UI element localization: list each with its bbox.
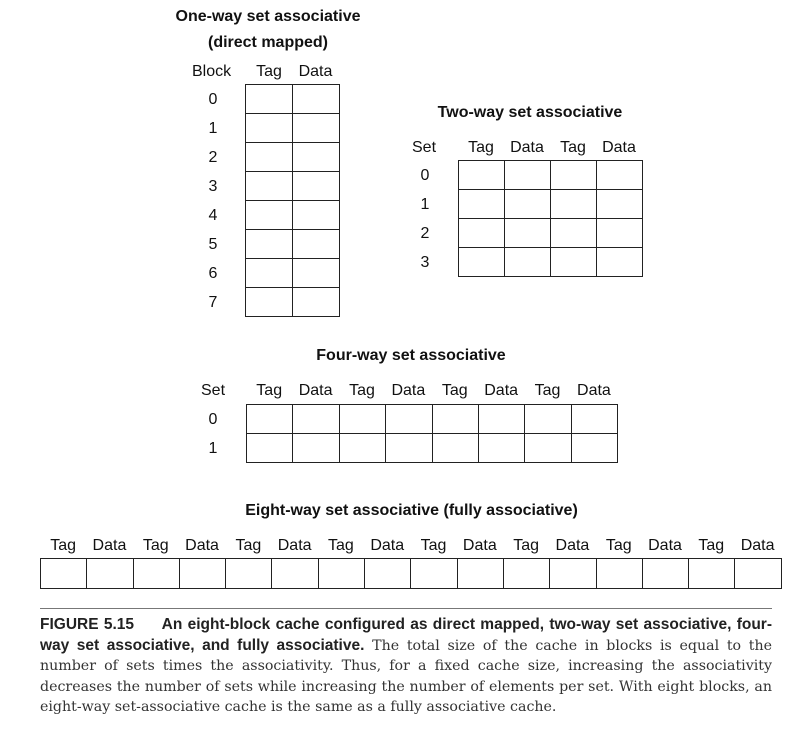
block-number: 2 <box>208 149 218 166</box>
header-data: Data <box>185 537 219 554</box>
cache-cell <box>246 230 293 259</box>
cache-cell <box>551 248 597 277</box>
header-data: Data <box>298 382 333 399</box>
cache-cell <box>319 559 365 589</box>
header-tag: Tag <box>698 537 725 554</box>
cache-cell <box>87 559 133 589</box>
cache-cell <box>246 85 293 114</box>
block-number: 4 <box>208 207 218 224</box>
fourway-title: Four-way set associative <box>316 347 506 364</box>
header-tag: Tag <box>420 537 447 554</box>
cache-cell <box>597 219 643 248</box>
cache-cell <box>525 434 571 463</box>
cache-cell <box>293 201 340 230</box>
header-data: Data <box>277 537 312 554</box>
header-data: Data <box>555 537 590 554</box>
cache-cell <box>134 559 180 589</box>
block-number: 6 <box>208 265 218 282</box>
header-tag: Tag <box>142 537 169 554</box>
cache-cell <box>551 190 597 219</box>
cache-cell <box>459 248 505 277</box>
cache-cell <box>246 288 293 317</box>
block-number: 3 <box>208 178 218 195</box>
header-tag: Tag <box>605 537 632 554</box>
block-number: 0 <box>208 91 218 108</box>
oneway-block-numbers <box>203 85 223 317</box>
set-number: 0 <box>420 167 430 184</box>
oneway-col-block: Block <box>192 63 232 80</box>
header-tag: Tag <box>235 537 262 554</box>
cache-cell <box>433 405 479 434</box>
cache-cell <box>458 559 504 589</box>
header-data: Data <box>462 537 497 554</box>
set-number: 1 <box>208 440 218 457</box>
cache-cell <box>293 288 340 317</box>
cache-cell <box>365 559 411 589</box>
header-tag: Tag <box>328 537 354 554</box>
cache-cell <box>505 219 551 248</box>
cache-cell <box>525 405 571 434</box>
fourway-headers <box>246 382 617 400</box>
cache-cell <box>597 190 643 219</box>
cache-cell <box>293 434 339 463</box>
cache-cell <box>180 559 226 589</box>
block-number: 7 <box>208 294 218 311</box>
cache-cell <box>293 405 339 434</box>
header-data: Data <box>92 537 127 554</box>
cache-cell <box>459 161 505 190</box>
header-tag: Tag <box>468 139 494 156</box>
set-number: 3 <box>420 254 430 271</box>
cache-cell <box>643 559 689 589</box>
eightway-headers <box>40 537 781 555</box>
header-data: Data <box>648 537 682 554</box>
cache-cell <box>433 434 479 463</box>
cache-cell <box>597 248 643 277</box>
cache-cell <box>293 259 340 288</box>
block-number: 5 <box>208 236 218 253</box>
block-number: 1 <box>208 120 218 137</box>
cache-cell <box>247 405 293 434</box>
header-data: Data <box>510 139 544 156</box>
set-number: 1 <box>420 196 430 213</box>
header-tag: Tag <box>441 382 468 399</box>
fourway-col-set: Set <box>201 382 226 399</box>
twoway-table <box>458 160 643 277</box>
header-tag: Tag <box>50 537 77 554</box>
oneway-table <box>245 84 340 317</box>
twoway-headers <box>458 139 642 157</box>
cache-cell <box>411 559 457 589</box>
cache-cell <box>505 161 551 190</box>
cache-cell <box>550 559 596 589</box>
header-data: Data <box>577 382 611 399</box>
cache-cell <box>293 230 340 259</box>
cache-cell <box>459 219 505 248</box>
set-number: 2 <box>420 225 430 242</box>
figure-caption <box>40 615 772 718</box>
cache-cell <box>505 190 551 219</box>
cache-cell <box>386 434 432 463</box>
cache-cell <box>293 114 340 143</box>
eightway-title: Eight-way set associative (fully associative) <box>245 502 578 519</box>
cache-cell <box>735 559 781 589</box>
header-tag: Tag <box>513 537 540 554</box>
cache-cell <box>293 143 340 172</box>
header-data: Data <box>391 382 426 399</box>
twoway-title: Two-way set associative <box>437 104 623 121</box>
header-tag: Tag <box>256 382 283 399</box>
fourway-table <box>246 404 618 463</box>
cache-cell <box>479 405 525 434</box>
cache-cell <box>459 190 505 219</box>
cache-cell <box>551 219 597 248</box>
twoway-set-numbers <box>415 161 435 277</box>
header-data: Data <box>484 382 519 399</box>
cache-cell <box>386 405 432 434</box>
cache-cell <box>505 248 551 277</box>
cache-cell <box>246 259 293 288</box>
header-tag: Tag <box>534 382 561 399</box>
cache-cell <box>689 559 735 589</box>
fourway-set-numbers <box>203 405 223 463</box>
cache-cell <box>246 114 293 143</box>
header-data: Data <box>602 139 636 156</box>
header-data: Data <box>740 537 775 554</box>
set-number: 0 <box>208 411 218 428</box>
cache-cell <box>597 161 643 190</box>
cache-cell <box>41 559 87 589</box>
cache-cell <box>597 559 643 589</box>
cache-cell <box>572 405 618 434</box>
oneway-title-line1: One-way set associative <box>175 8 361 25</box>
cache-cell <box>504 559 550 589</box>
cache-cell <box>340 434 386 463</box>
twoway-col-set: Set <box>412 139 437 156</box>
oneway-title-line2: (direct mapped) <box>207 34 328 51</box>
cache-cell <box>246 143 293 172</box>
cache-cell <box>272 559 318 589</box>
cache-cell <box>340 405 386 434</box>
oneway-col-data: Data <box>298 63 333 80</box>
cache-cell <box>293 85 340 114</box>
cache-cell <box>246 172 293 201</box>
header-data: Data <box>370 537 405 554</box>
oneway-col-tag: Tag <box>256 63 282 80</box>
cache-cell <box>572 434 618 463</box>
eightway-table <box>40 558 782 589</box>
cache-cell <box>551 161 597 190</box>
caption-rule <box>40 608 772 609</box>
header-tag: Tag <box>560 139 586 156</box>
figure-body: The total size of the cache in blocks is equal to the number of sets times the associativity. Thus, for a fixed cache size, increasing the associativity decreases the number of sets while increasing the number of elements per set. With eight blocks, an eight-way set-associative cache is the same as a fully associative cache. <box>40 637 773 715</box>
figure-label: FIGURE 5.15 <box>40 616 135 633</box>
header-tag: Tag <box>349 382 375 399</box>
figure-headline: An eight-block cache configured as direct mapped, two-way set associative, four-way set associative, and fully associative. <box>40 616 773 654</box>
cache-cell <box>479 434 525 463</box>
cache-cell <box>246 201 293 230</box>
cache-cell <box>247 434 293 463</box>
cache-cell <box>226 559 272 589</box>
cache-cell <box>293 172 340 201</box>
